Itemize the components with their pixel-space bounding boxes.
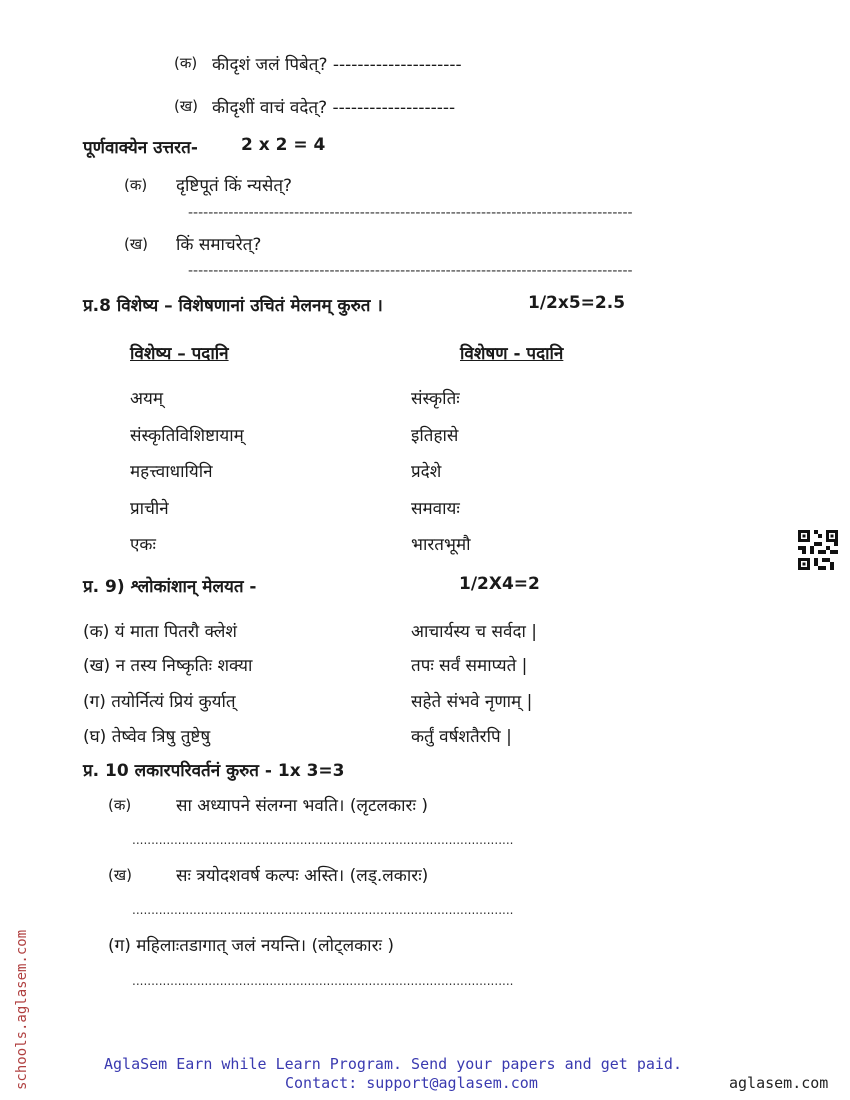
q6-label-kha: (ख) (174, 97, 198, 115)
q6-question-kha: कीदृशीं वाचं वदेत्? -------------------- (212, 98, 456, 118)
q8-right-item: संस्कृतिः (411, 389, 460, 409)
q7-marks: 2 x 2 = 4 (241, 135, 326, 155)
q9-right-item: तपः सर्वं समाप्यते | (411, 656, 528, 676)
q7-question-kha: किं समाचरेत्? (176, 235, 262, 255)
q10-label-ka: (क) (108, 796, 132, 814)
q9-left-item: (ग) तयोर्नित्यं प्रियं कुर्यात् (83, 692, 236, 712)
q9-title: प्र. 9) श्लोकांशान् मेलयत - (83, 577, 257, 597)
footer-promo: AglaSem Earn while Learn Program. Send your papers and get paid. (104, 1055, 682, 1073)
q8-right-item: इतिहासे (411, 426, 459, 446)
q9-right-item: सहेते संभवे नृणाम् | (411, 692, 533, 712)
q10-answer-line-ga: .................................................................................................... (132, 974, 514, 988)
q9-left-item: (घ) तेष्वेव त्रिषु तुष्टेषु (83, 727, 211, 747)
q10-question-kha: सः त्रयोदशवर्ष कल्पः अस्ति। (लड्.लकारः) (176, 866, 429, 886)
q10-answer-line-kha: .................................................................................................... (132, 903, 514, 917)
q10-answer-line-ka: .................................................................................................... (132, 833, 514, 847)
q7-label-ka: (क) (124, 176, 148, 194)
q8-right-item: भारतभूमौ (411, 535, 471, 555)
q6-question-ka: कीदृशं जलं पिबेत्? --------------------- (212, 55, 462, 75)
q7-answer-line-ka: ---------------------------------------------------------------------------------------- (188, 205, 633, 221)
footer-contact[interactable]: Contact: support@aglasem.com (285, 1074, 538, 1092)
q8-right-item: प्रदेशे (411, 462, 442, 482)
q8-left-item: संस्कृतिविशिष्टायाम् (130, 426, 244, 446)
q7-title: पूर्णवाक्येन उत्तरत- (83, 138, 198, 158)
q8-right-header: विशेषण - पदानि (460, 344, 564, 364)
q10-title: प्र. 10 लकारपरिवर्तनं कुरुत - 1x 3=3 (83, 761, 345, 781)
footer-site-link[interactable]: aglasem.com (729, 1074, 829, 1092)
q6-label-ka: (क) (174, 54, 198, 72)
q8-right-item: समवायः (411, 499, 460, 519)
qr-code-icon (798, 530, 838, 570)
q8-left-header: विशेष्य – पदानि (130, 344, 229, 364)
q8-left-item: प्राचीने (130, 499, 169, 519)
q7-question-ka: दृष्टिपूतं किं न्यसेत्? (176, 176, 293, 196)
q9-left-item: (क) यं माता पितरौ क्लेशं (83, 622, 237, 642)
q8-marks: 1/2x5=2.5 (528, 293, 626, 313)
q10-question-ka: सा अध्यापने संलग्ना भवति। (लृटलकारः ) (176, 796, 428, 816)
sidebar-watermark: schools.aglasem.com (14, 929, 30, 1090)
q8-left-item: अयम् (130, 389, 164, 409)
q9-right-item: कर्तुं वर्षशतैरपि | (411, 727, 512, 747)
q9-marks: 1/2X4=2 (459, 574, 540, 594)
q8-left-item: एकः (130, 535, 156, 555)
q7-answer-line-kha: ---------------------------------------------------------------------------------------- (188, 263, 633, 279)
q9-right-item: आचार्यस्य च सर्वदा | (411, 622, 538, 642)
q7-label-kha: (ख) (124, 235, 148, 253)
q10-question-ga: (ग) महिलाःतडागात् जलं नयन्ति। (लोट्लकारः ) (108, 936, 395, 956)
q8-title: प्र.8 विशेष्य – विशेषणानां उचितं मेलनम् कुरुत । (83, 296, 383, 316)
q10-label-kha: (ख) (108, 866, 132, 884)
q9-left-item: (ख) न तस्य निष्कृतिः शक्या (83, 656, 253, 676)
q8-left-item: महत्त्वाधायिनि (130, 462, 213, 482)
